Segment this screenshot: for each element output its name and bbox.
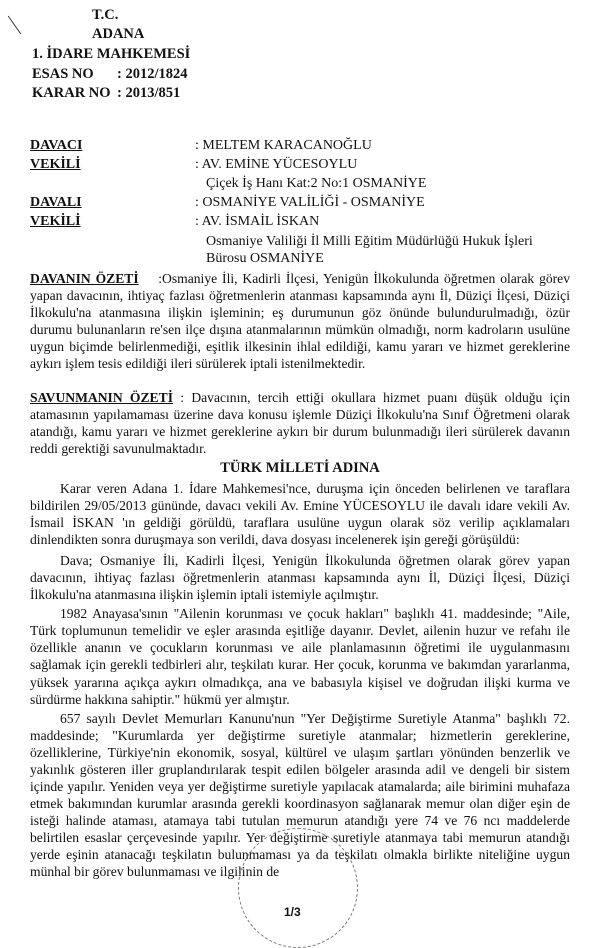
- vekili2-address-2: Bürosu OSMANİYE: [206, 251, 324, 266]
- karar-no-label: KARAR NO: [32, 85, 111, 101]
- vekili2-value: : AV. İSMAİL İSKAN: [195, 214, 320, 229]
- davaci-label: DAVACI: [30, 138, 83, 153]
- davali-value: : OSMANİYE VALİLİĞİ - OSMANİYE: [195, 195, 425, 210]
- paragraph-3: 1982 Anayasa'sının "Ailenin korunması ve çocuk hakları" başlıklı 41. maddesinde; "Aile, Türk toplumunun temelidir ve eşler arasında eşitliğe dayanır. Devlet, ailenin huzur ve refahı ile özellikle ananın ve çocukların korunması ve aile planlamasının öğretimi ile uygulanmasını sağlamak için gerekli tedbirleri alır, teşkilatı kurar. Her çocuk, korunma ve bakımdan yararlanma, yüksek yararına açıkça aykırı olmadıkça, ana ve babasıyla kişisel ve doğrudan ilişki kurma ve sürdürme hakkına sahiptir." hükmü yer almıştır.: [30, 606, 570, 707]
- header-tc: T.C.: [92, 7, 119, 23]
- vekili1-row: [30, 156, 357, 173]
- page-number: 1/3: [284, 905, 301, 919]
- paragraph-1: Karar veren Adana 1. İdare Mahkemesi'nce, duruşma için önceden belirlenen ve taraflara bildirilen 29/05/2013 gününde, davacı vekili Av. Emine YÜCESOYLU ile davalı idare vekili Av. İsmail İSKAN 'ın geldiği görüldü, taraflara usulüne uygun olarak söz verilip açıklamaları dinlendikten sonra duruşmaya son verildi, dava dosyası incelenerek işin gereği görüşüldü:: [30, 481, 570, 548]
- davali-row: [30, 194, 425, 211]
- karar-no-value: : 2013/851: [117, 85, 181, 101]
- davaci-row: [30, 137, 372, 154]
- paragraph-4: 657 sayılı Devlet Memurları Kanunu'nun "Yer Değiştirme Suretiyle Atanma" başlıklı 72. maddesinde; "Kurumlarda yer değiştirme suretiyle atanmalar; hizmetlerin gereklerine, özelliklerine, Türkiye'nin ekonomik, sosyal, kültürel ve ulaşım şartları yönünden benzerlik ve yakınlık gösteren iller gruplandırılarak tespit edilen bölgeler arasında adil ve dengeli bir sistem içinde yapılır. Yeniden veya yer değiştirme suretiyle yapılacak atamalarda; aile birimini muhafaza etmek bakımından kurumlar arasında gerekli koordinasyon sağlanarak memur olan diğer eşin de isteği halinde ataması, atamaya tabi tutulan memurun atandığı yere 74 ve 76 ncı maddelerde belirtilen esaslar çerçevesinde yapılır. Yer değiştirme suretiyle atanmaya tabi memurun atandığı yerde eşinin atanacağı teşkilatın bulunmaması ya da teşkilatı olmakla birlikte niteliğine uygun münhal bir görev bulunmaması ve ilgilinin de: [30, 710, 570, 880]
- savunma-ozeti-text: : Davacının, tercih ettiği okullara hizmet puanı düşük olduğu için atamasının yapılamaması üzerine dava konusu işlemle Düziçi İlkokulu'na Sınıf Öğretmeni olarak atandığı, kamu yararı ve hizmet gereklerine aykırı bir durum bulunmadığı ileri sürülerek davanın reddi gerektiği savunulmaktadır.: [30, 390, 570, 457]
- dava-ozeti-label: DAVANIN ÖZETİ: [30, 271, 139, 286]
- savunma-ozeti-label: SAVUNMANIN ÖZETİ: [30, 390, 173, 405]
- esas-no-value: : 2012/1824: [117, 66, 188, 82]
- header-city: ADANA: [92, 26, 145, 42]
- margin-mark: [8, 16, 21, 35]
- official-stamp: [238, 828, 358, 948]
- vekili1-value: : AV. EMİNE YÜCESOYLU: [195, 157, 358, 172]
- dava-ozeti-text: :Osmaniye İli, Kadirli İlçesi, Yenigün İlkokulunda öğretmen olarak görev yapan davacının, ihtiyaç fazlası öğretmenlerin atanması kapsamında aynı İl, Düziçi İlçesi, Düziçi İlkokulu'na atanmasına ilişkin işleminin; eş durumunun göz önünde bulundurulmadığı, özür durumu bulunanların re'sen ilçe dışına atanmalarının mümkün olmadığı, norm kadroların usulüne uygun biçimde belirlenmediği, eşitlik ilkesinin ihlal edildiği, kamu yararı ve hizmet gereklerine aykırı işlem tesis edildiği ileri sürülerek iptali istenilmektedir.: [30, 271, 571, 372]
- dava-ozeti: [30, 270, 570, 372]
- vekili2-address-1: Osmaniye Valiliği İl Milli Eğitim Müdürlüğü Hukuk İşleri: [206, 234, 533, 249]
- savunma-ozeti: [30, 389, 570, 457]
- vekili2-row: [30, 213, 319, 230]
- davaci-value: : MELTEM KARACANOĞLU: [195, 138, 372, 153]
- vekili2-label: VEKİLİ: [30, 214, 81, 229]
- header-court: 1. İDARE MAHKEMESİ: [32, 46, 191, 62]
- paragraph-2: Dava; Osmaniye İli, Kadirli İlçesi, Yenigün İlkokulunda öğretmen olarak görev yapan davacının, ihtiyaç fazlası öğretmenlerin atanması kapsamında aynı İl, Düziçi İlçesi, Düziçi İlkokulu'na atanmasına ilişkin işlemin iptali istemiyle açılmıştır.: [30, 553, 570, 603]
- decision-body: [30, 480, 570, 880]
- esas-no-label: ESAS NO: [32, 66, 94, 82]
- vekili1-address: Çiçek İş Hanı Kat:2 No:1 OSMANİYE: [206, 176, 427, 191]
- vekili1-label: VEKİLİ: [30, 157, 81, 172]
- davali-label: DAVALI: [30, 195, 82, 210]
- decision-title: TÜRK MİLLETİ ADINA: [220, 460, 380, 476]
